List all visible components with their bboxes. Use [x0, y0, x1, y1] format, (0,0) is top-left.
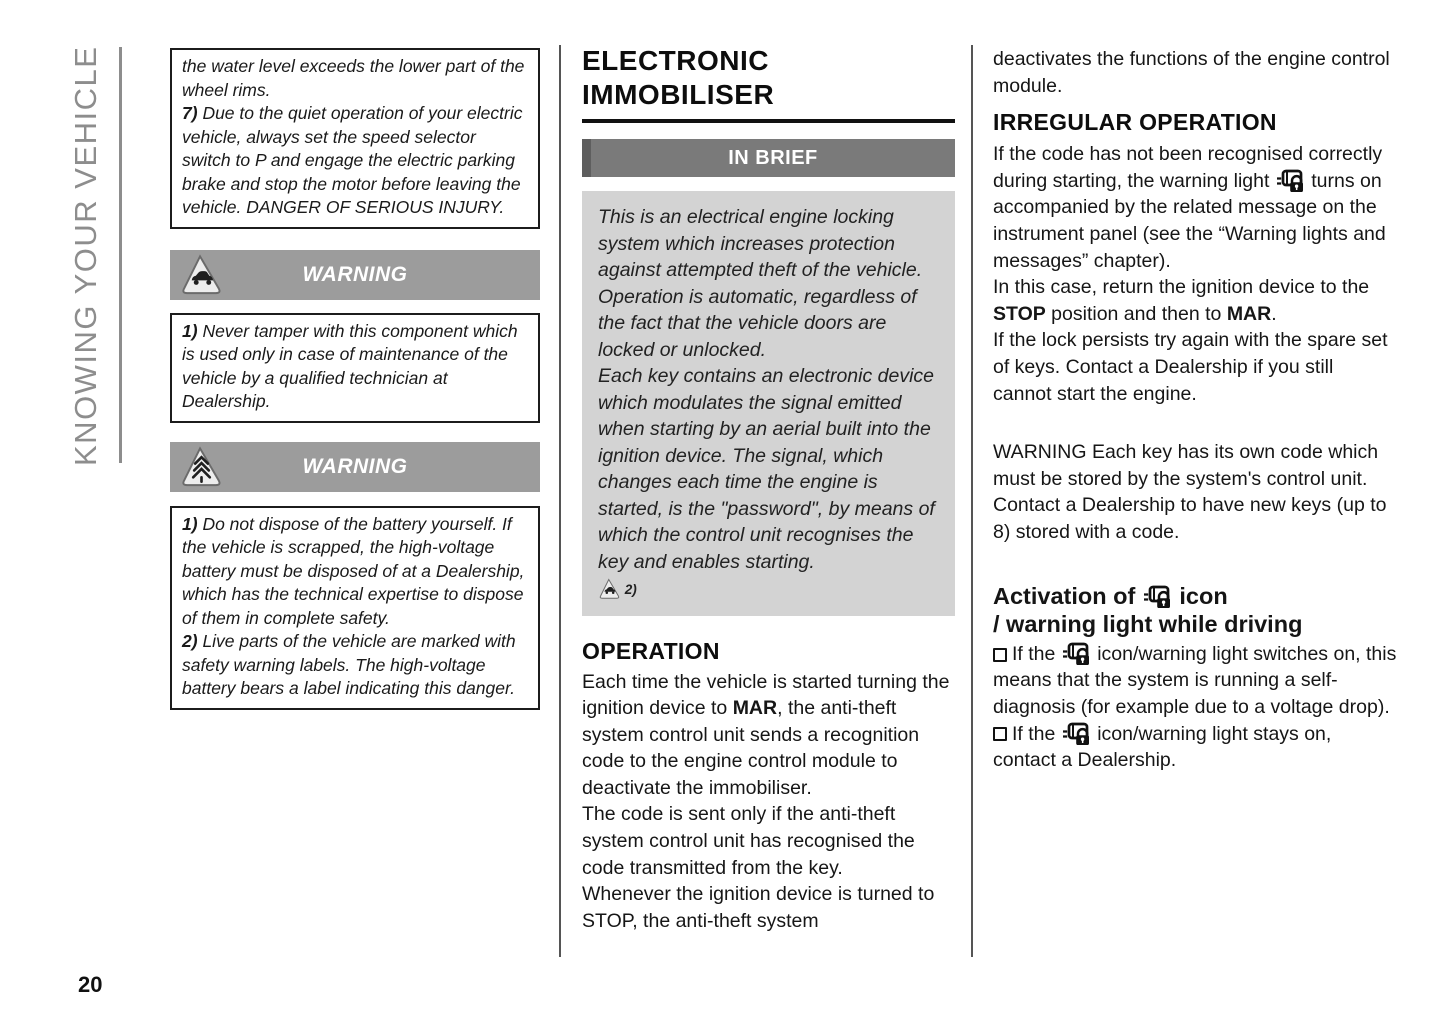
sidebar-rule [119, 47, 122, 463]
car-lock-icon [1142, 585, 1173, 610]
column-divider [559, 45, 561, 957]
in-brief-label: IN BRIEF [728, 146, 818, 169]
bold-text: 7) [182, 103, 203, 123]
text: If the code has not been recognised correctly during starting, the warning light [993, 143, 1383, 192]
paragraph [582, 669, 955, 802]
paragraph [993, 327, 1397, 407]
car-lock-icon [1061, 722, 1092, 747]
text: , the anti-theft system control unit sends a recognition code to the engine control module to deactivate the immobiliser. [582, 697, 920, 799]
car-warning-triangle-icon [179, 253, 224, 302]
warning-banner-label: WARNING [302, 262, 408, 286]
paragraph [582, 801, 955, 881]
text: In this case, return the ignition device to the [993, 276, 1370, 299]
text: If the [1012, 722, 1061, 745]
in-brief-banner [582, 139, 955, 177]
chapter-sidebar-label: KNOWING YOUR VEHICLE [68, 45, 103, 466]
paragraph [993, 721, 1397, 774]
bold-text: MAR [1226, 302, 1272, 325]
column-right [993, 46, 1397, 774]
paragraph [598, 363, 941, 575]
note-box-tamper [170, 313, 540, 423]
text: . [1271, 302, 1277, 325]
text: icon/warning light switches on, this means that the system is running a self-diagnosis (for example due to a voltage drop). [993, 642, 1397, 718]
car-triangle-small-icon [598, 578, 621, 600]
section-heading-activation [993, 582, 1323, 638]
warning-note-body [993, 439, 1397, 545]
paragraph [993, 274, 1397, 327]
paragraph [582, 881, 955, 934]
square-bullet-icon [993, 648, 1012, 662]
text: The code is sent only if the anti-theft system control unit has recognised the code transmitted from the key. [582, 803, 915, 879]
section-heading-operation: OPERATION [582, 637, 720, 664]
warning-banner [170, 442, 540, 492]
text: Whenever the ignition device is turned to STOP, the anti-theft system [582, 883, 935, 932]
text: This is an electrical engine locking system which increases protection against attempted theft of the vehicle. Operation is automatic, regardless of the fact that the vehicle doors are locked or unlocked. [598, 206, 923, 361]
text: turns on accompanied by the related message on the instrument panel (see the “Warning lights and messages” chapter). [993, 169, 1386, 272]
text: Never tamper with this component which is used only in case of maintenance of the vehicle by a qualified technician at Dealership. [182, 320, 518, 411]
paragraph [993, 641, 1397, 721]
column-left [170, 48, 540, 710]
activation-bullets [993, 641, 1397, 774]
paragraph [993, 46, 1397, 99]
bold-text: STOP [993, 302, 1046, 325]
text: If the [1012, 642, 1061, 665]
irregular-operation-body [993, 141, 1397, 407]
paragraph [182, 55, 528, 102]
paragraph [993, 141, 1397, 274]
text: 2) [621, 582, 637, 597]
paragraph [993, 582, 1323, 610]
page-title: ELECTRONIC IMMOBILISER [582, 44, 955, 123]
text: Do not dispose of the battery yourself. If the vehicle is scrapped, the high-voltage battery must be disposed of at a Dealership, which has the technical expertise to dispose of them in complete safety. [182, 513, 525, 628]
car-lock-icon [1061, 642, 1092, 667]
paragraph [598, 204, 941, 363]
note-box-battery [170, 506, 540, 710]
bold-text: 2) [182, 631, 203, 651]
text: Each key contains an electronic device which modulates the signal emitted when starting by an aerial built into the ignition device. The signal, which changes each time the engine is started, is the "password", by means of which the control unit recognises the key and enables starting. [598, 365, 935, 573]
square-bullet-icon [993, 727, 1012, 741]
text: Due to the quiet operation of your electric vehicle, always set the speed selector switch to P and engage the electric parking brake and stop the motor before leaving the vehicle. DANGER OF SERIOUS INJURY. [182, 103, 523, 217]
text: the water level exceeds the lower part of the wheel rims. [182, 56, 525, 100]
column-divider [971, 45, 973, 957]
warning-banner-label: WARNING [302, 454, 408, 478]
text: position and then to [1045, 302, 1227, 325]
bold-text: 1) [182, 513, 203, 534]
paragraph [598, 575, 941, 604]
text: icon [1172, 582, 1228, 609]
text: icon/warning light stays on, contact a Dealership. [993, 722, 1332, 772]
car-lock-icon [1275, 169, 1306, 194]
tree-warning-triangle-icon [179, 445, 224, 494]
text: deactivates the functions of the engine control module. [993, 48, 1390, 97]
note-box-water-level [170, 48, 540, 229]
paragraph [993, 610, 1323, 638]
bold-text: 1) [182, 320, 203, 341]
paragraph [182, 102, 528, 220]
paragraph [182, 513, 528, 631]
operation-body [582, 669, 955, 935]
warning-banner [170, 250, 540, 300]
text: WARNING Each key has its own code which must be stored by the system's control unit. Contact a Dealership to have new keys (up to 8) stored with a code. [993, 441, 1387, 543]
text: Activation of [993, 582, 1142, 609]
page-number: 20 [78, 972, 103, 997]
brief-summary-box [582, 191, 955, 616]
paragraph [182, 320, 528, 414]
text: If the lock persists try again with the spare set of keys. Contact a Dealership if you still cannot start the engine. [993, 329, 1388, 405]
intro-body [993, 46, 1397, 99]
text: Live parts of the vehicle are marked with safety warning labels. The high-voltage battery bears a label indicating this danger. [182, 631, 516, 698]
column-middle [582, 44, 955, 934]
paragraph [182, 630, 528, 701]
text: Each time the vehicle is started turning the ignition device to [582, 670, 950, 720]
paragraph [993, 439, 1397, 545]
section-heading-irregular-operation: IRREGULAR OPERATION [993, 109, 1277, 136]
text: / warning light while driving [993, 610, 1303, 637]
bold-text: MAR [732, 697, 778, 720]
